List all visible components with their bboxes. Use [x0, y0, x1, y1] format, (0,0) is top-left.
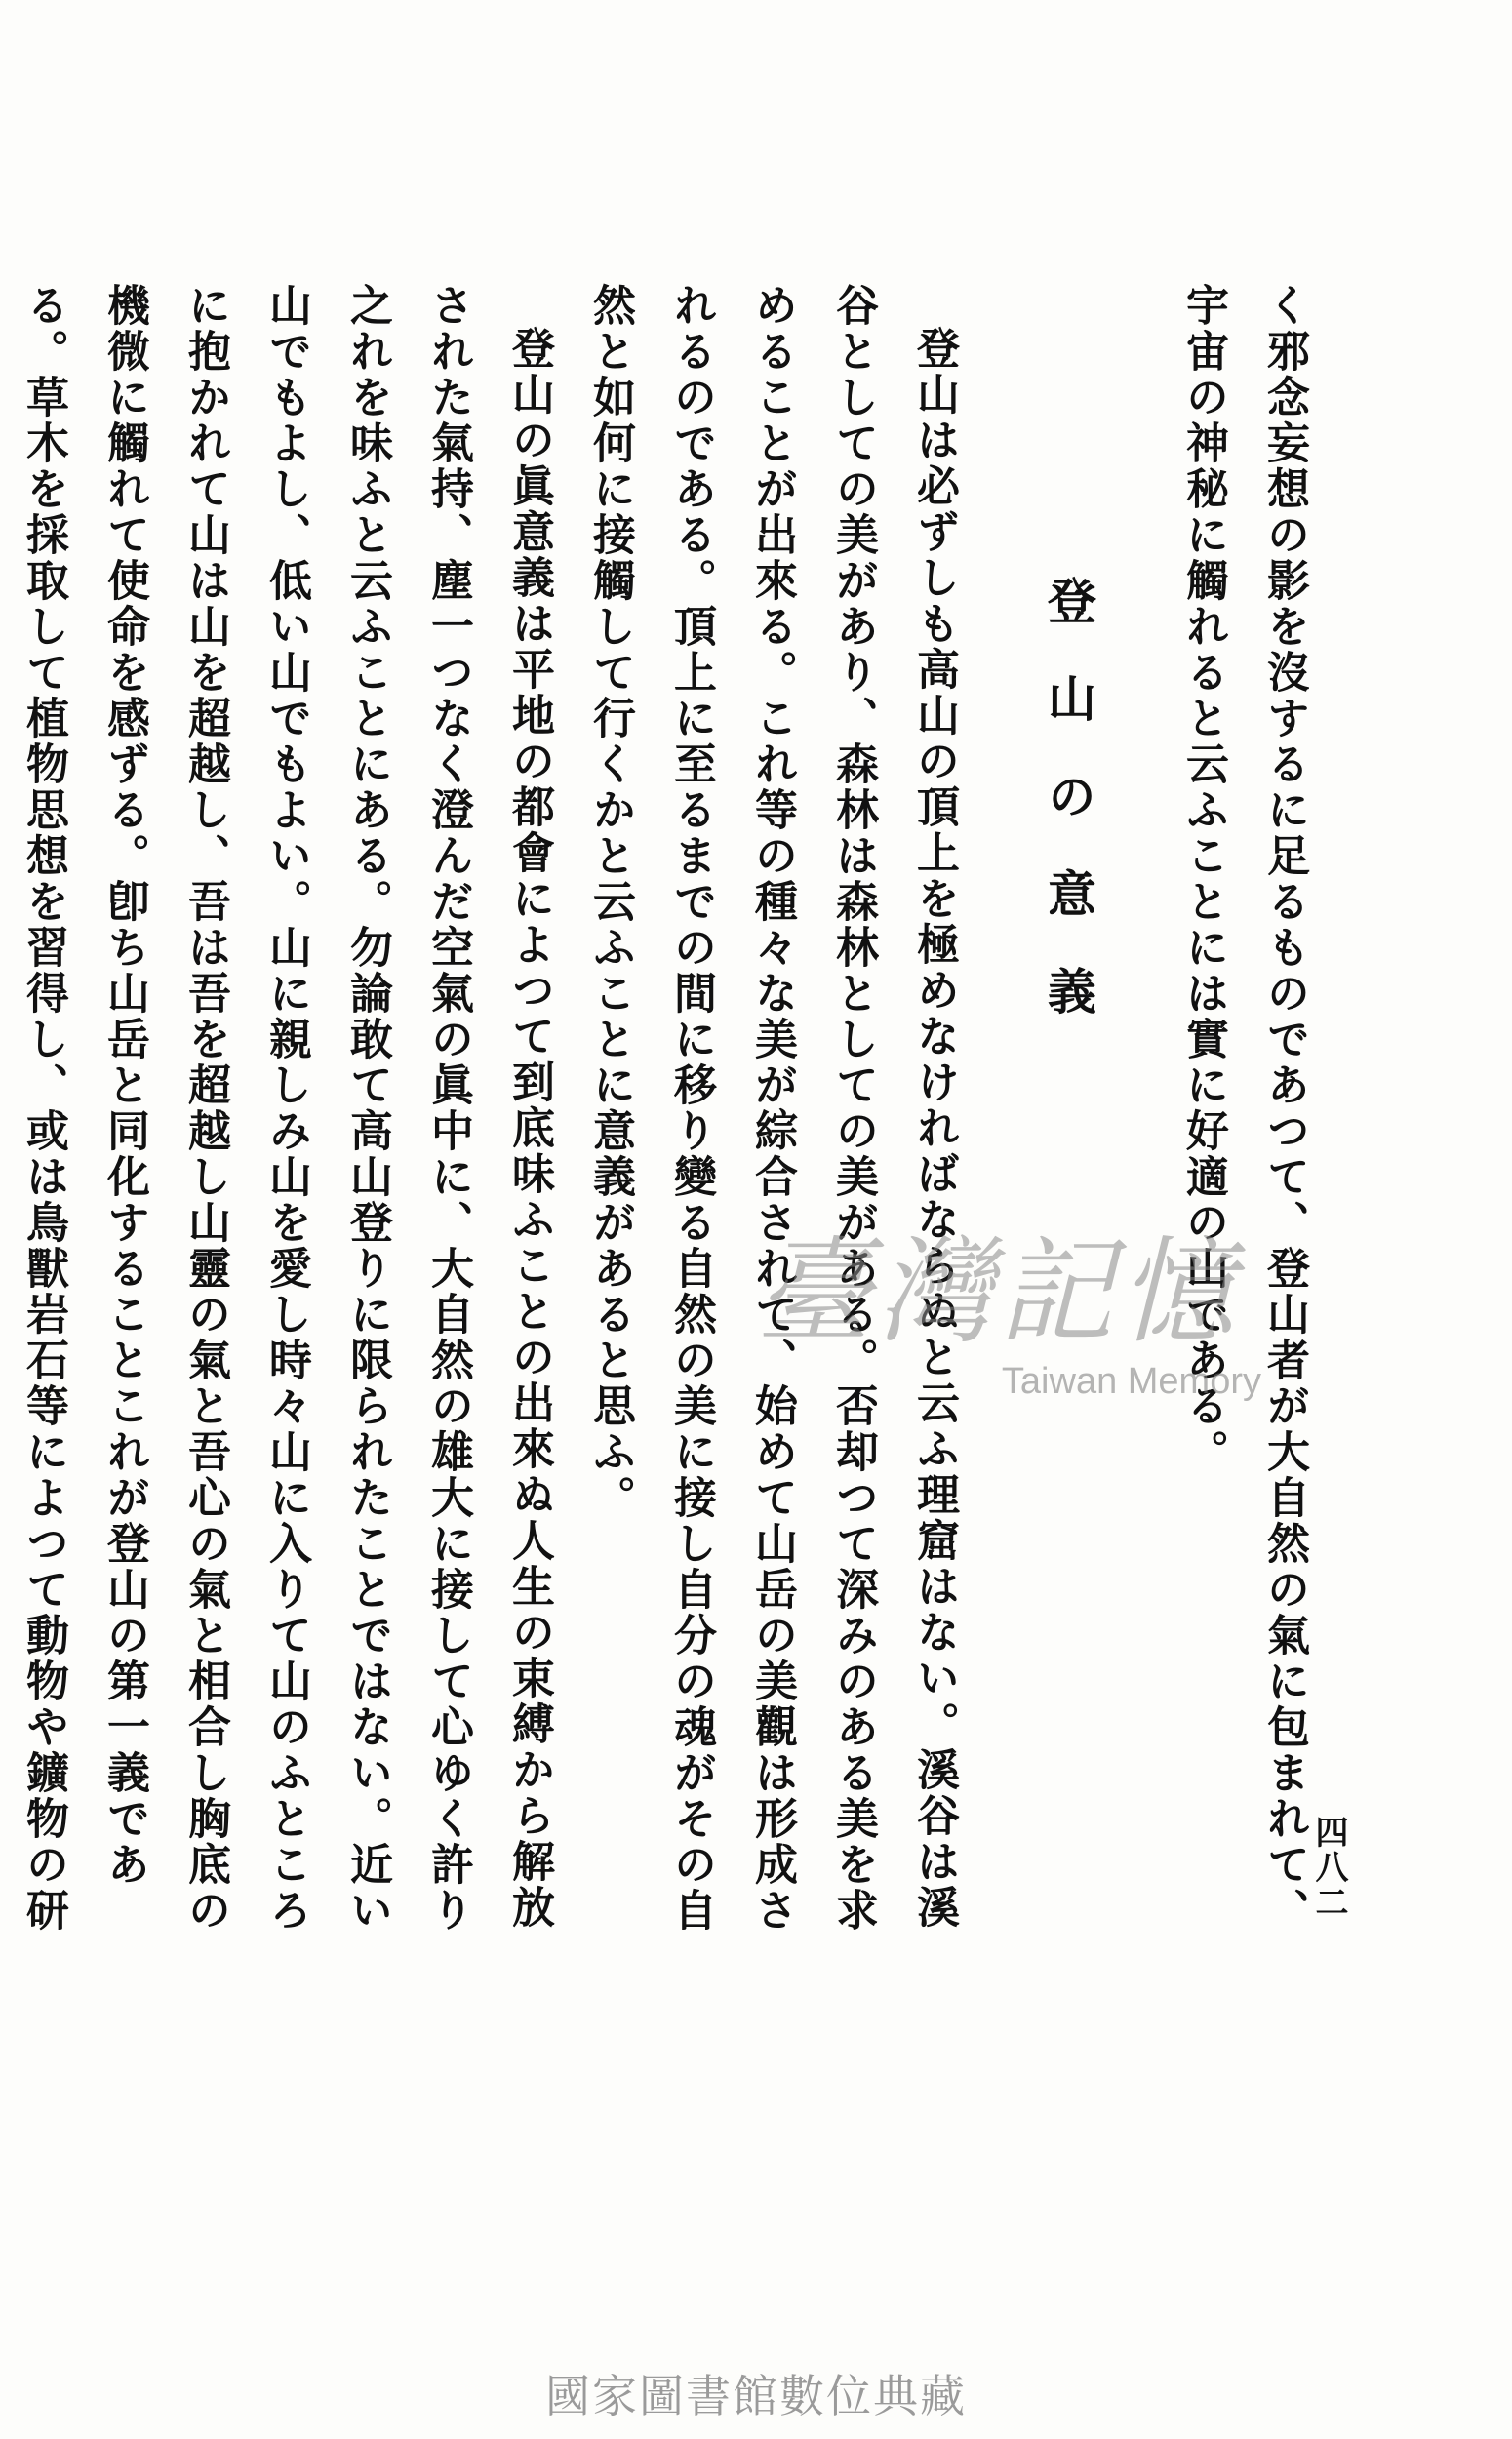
paragraph-3: 登山の眞意義は平地の都會によつて到底味ふことの出來ぬ人生の束縛から解放された氣持、塵一つなく澄んだ空氣の眞中に、大自然の雄大に接して心ゆく許り之れを味ふと云ふことにある。勿論敢て高山登りに限られたことではない。近い山でもよし、低い山でもよい。山に親しみ山を愛し時々山に入りて山のふところに抱かれて山は山を超越し、吾は吾を超越し山靈の氣と吾心の氣と相合し胸底の機微に觸れて使命を感ずる。卽ち山岳と同化することこれが登山の第一義である。草木を採取して植物思想を習得し、或は鳥獸岩石等によつて動物や鑛物の研 [19, 283, 554, 1934]
watermark-sub-text: Taiwan Memory [1001, 1361, 1261, 1402]
paragraph-continuation: く邪念妄想の影を沒するに足るものであつて、登山者が大自然の氣に包まれて、宇宙の神秘に觸れると云ふことには實に好適の山である。 [1178, 283, 1309, 1934]
footer-caption: 國家圖書館數位典藏 [545, 2370, 967, 2422]
body-text [19, 283, 1325, 1961]
page-number: 四八二 [1309, 1815, 1348, 1920]
section-title: 登山の意義 [1040, 576, 1097, 1063]
watermark-main-text: 臺灣記憶 [756, 1224, 1241, 1359]
paragraph-2: 登山は必ずしも高山の頂上を極めなければならぬと云ふ理窟はない。溪谷は溪谷としての美があり、森林は森林としての美がある。否却つて深みのある美を求めることが出來る。これ等の種々な美が綜合されて、始めて山岳の美觀は形成されるのである。頂上に至るまでの間に移り變る自然の美に接し自分の魂がその自然と如何に接觸して行くかと云ふことに意義があると思ふ。 [585, 283, 959, 1934]
